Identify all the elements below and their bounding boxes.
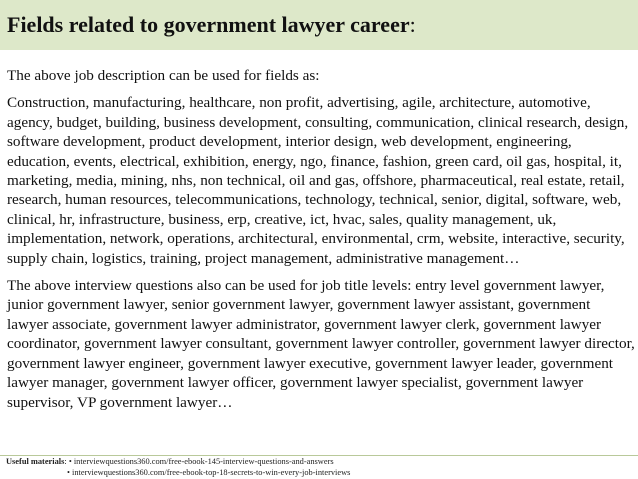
footer (6, 457, 634, 479)
page-title-colon: : (409, 12, 416, 37)
page-title-text: Fields related to government lawyer career (7, 12, 410, 37)
footer-link-1[interactable]: • interviewquestions360.com/free-ebook-145-interview-questions-and-answers (68, 457, 334, 466)
page-title (7, 12, 416, 38)
job-levels-paragraph: The above interview questions also can be used for job title levels: entry level government lawyer, junior government lawyer, senior government lawyer, government lawyer assistant, government lawyer associate, government lawyer administrator, government lawyer clerk, government lawyer coordinator, government lawyer consultant, government lawyer controller, government lawyer director, government lawyer engineer, government lawyer executive, government lawyer leader, government lawyer manager, government lawyer officer, government lawyer specialist, government lawyer supervisor, VP government lawyer… (7, 277, 635, 411)
footer-separator: : (64, 457, 69, 466)
footer-divider (0, 455, 638, 456)
footer-row-2 (6, 468, 634, 479)
footer-row-1 (6, 457, 634, 468)
slide-content (7, 66, 635, 420)
fields-paragraph: Construction, manufacturing, healthcare, non profit, advertising, agile, architecture, automotive, agency, budget, building, business development, consulting, communication, clinical research, design, software development, product development, interior design, web development, engineering, education, events, electrical, exhibition, energy, ngo, finance, fashion, green card, oil gas, hospital, it, marketing, media, mining, nhs, non technical, oil and gas, offshore, pharmaceutical, real estate, retail, research, human resources, telecommunications, technology, technical, senior, digital, software, web, clinical, hr, infrastructure, business, erp, creative, ict, hvac, sales, quality management, uk, implementation, network, operations, architectural, environmental, crm, website, interactive, security, supply chain, logistics, training, project management, administrative management… (7, 94, 629, 267)
footer-label: Useful materials (6, 457, 65, 466)
intro-text: The above job description can be used for fields as: (7, 67, 320, 84)
footer-link-2[interactable]: • interviewquestions360.com/free-ebook-top-18-secrets-to-win-every-job-interviews (67, 467, 351, 477)
